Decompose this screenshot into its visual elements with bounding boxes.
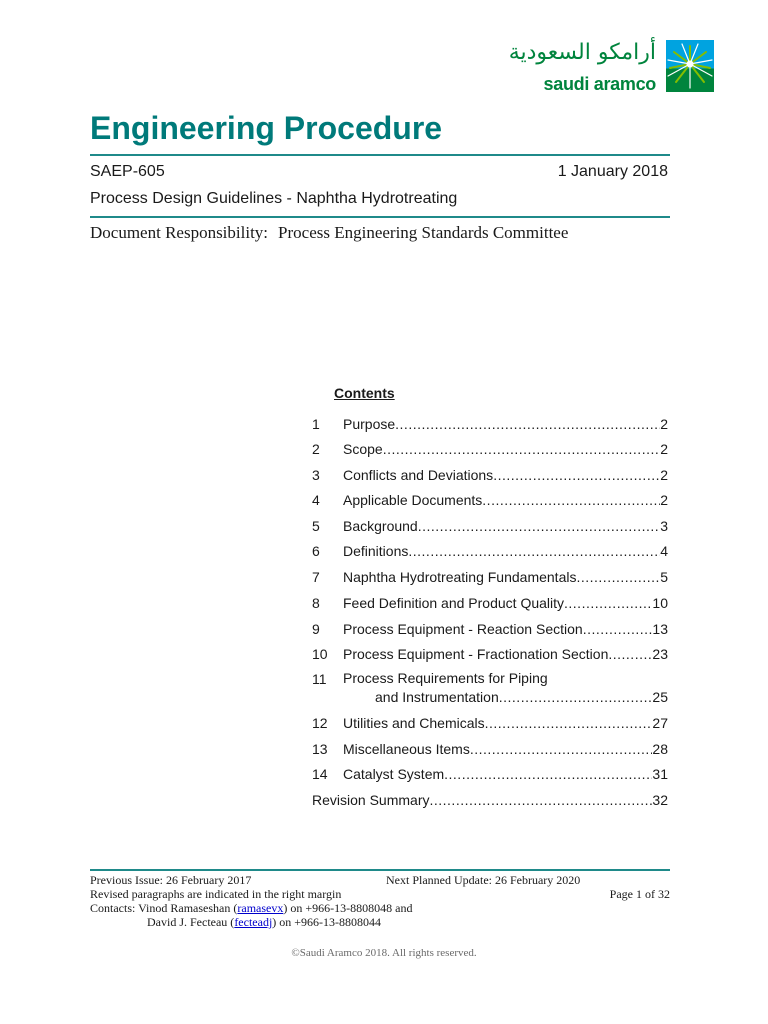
toc-item-title: Process Equipment - Fractionation Section <box>343 646 609 662</box>
toc-item-title: Naphtha Hydrotreating Fundamentals <box>343 569 577 585</box>
contact-link-fecteadj[interactable]: fecteadj <box>234 915 273 929</box>
contact2-phone: ) on +966-13-8808044 <box>272 915 382 929</box>
toc-item-page: 23 <box>652 646 668 662</box>
toc-leader-dots <box>395 414 660 434</box>
contacts-label: Contacts: Vinod Ramaseshan ( <box>90 901 238 915</box>
toc-item-page: 2 <box>660 492 668 508</box>
toc-leader-dots <box>444 764 652 784</box>
toc-leader-dots <box>383 439 661 459</box>
toc-item-number: 1 <box>312 416 320 432</box>
toc-item-number: 3 <box>312 467 320 483</box>
toc-item[interactable] <box>312 764 668 784</box>
page-number: Page 1 of 32 <box>609 887 670 901</box>
toc-item-number: 5 <box>312 518 320 534</box>
toc-item-page: 32 <box>652 792 668 808</box>
toc-item-title: Definitions <box>343 543 409 559</box>
saudi-aramco-logo-icon <box>666 40 714 92</box>
contents-heading: Contents <box>334 385 395 401</box>
toc-leader-dots <box>429 790 652 810</box>
toc-item-title: Applicable Documents <box>343 492 483 508</box>
toc-item[interactable] <box>312 516 668 536</box>
toc-item-number: 10 <box>312 646 328 662</box>
revised-paragraphs-note: Revised paragraphs are indicated in the right margin <box>90 887 342 901</box>
toc-item-title: Background <box>343 518 418 534</box>
toc-item-page: 2 <box>660 467 668 483</box>
toc-item-page: 4 <box>660 543 668 559</box>
toc-item[interactable] <box>312 669 668 707</box>
contacts-line-2 <box>147 915 381 929</box>
page-title: Engineering Procedure <box>90 110 443 146</box>
toc-item-title: Process Equipment - Reaction Section <box>343 621 583 637</box>
toc-item-title: Revision Summary <box>312 792 430 808</box>
toc-item-title: Miscellaneous Items <box>343 741 470 757</box>
logo-latin-text: saudi aramco <box>543 74 656 94</box>
logo-arabic-text: أرامكو السعودية <box>508 40 656 65</box>
toc-item-number: 6 <box>312 543 320 559</box>
toc-item-number: 14 <box>312 766 328 782</box>
toc-item-page: 10 <box>652 595 668 611</box>
header-divider-top <box>90 154 670 156</box>
toc-item-page: 2 <box>660 441 668 457</box>
toc-item[interactable] <box>312 739 668 759</box>
toc-item-number: 11 <box>312 671 327 687</box>
toc-leader-dots <box>608 644 652 664</box>
toc-item-title: Utilities and Chemicals <box>343 715 485 731</box>
document-date: 1 January 2018 <box>557 163 668 180</box>
toc-item-title: Process Requirements for Piping <box>343 670 548 686</box>
toc-item[interactable] <box>312 713 668 733</box>
toc-leader-dots <box>408 541 660 561</box>
toc-item-page: 31 <box>652 766 668 782</box>
contact1-phone: ) on +966-13-8808048 and <box>283 901 413 915</box>
toc-item[interactable] <box>312 567 668 587</box>
toc-item-number: 12 <box>312 715 328 731</box>
toc-item-page: 25 <box>652 689 668 705</box>
toc-item-number: 8 <box>312 595 320 611</box>
toc-item-title-line2: and Instrumentation <box>375 689 499 705</box>
toc-leader-dots <box>485 713 653 733</box>
toc-item-title: Catalyst System <box>343 766 445 782</box>
copyright-notice: ©Saudi Aramco 2018. All rights reserved. <box>291 947 477 959</box>
toc-leader-dots <box>493 465 660 485</box>
toc-item-page: 13 <box>652 621 668 637</box>
toc-leader-dots <box>482 490 660 510</box>
toc-item-number: 2 <box>312 441 320 457</box>
contact2-name: David J. Fecteau ( <box>147 915 235 929</box>
toc-item-page: 28 <box>652 741 668 757</box>
previous-issue: Previous Issue: 26 February 2017 <box>90 873 252 887</box>
contacts-line <box>90 901 412 915</box>
responsibility-label: Document Responsibility: <box>90 223 269 242</box>
toc-item-page: 27 <box>652 715 668 731</box>
toc-item-page: 5 <box>660 569 668 585</box>
toc-leader-dots <box>564 593 652 613</box>
document-subtitle: Process Design Guidelines - Naphtha Hydrotreating <box>90 190 458 207</box>
responsibility-value: Process Engineering Standards Committee <box>278 223 569 242</box>
next-planned-update: Next Planned Update: 26 February 2020 <box>386 873 581 887</box>
document-responsibility <box>90 222 568 244</box>
header-divider-bottom <box>90 216 670 218</box>
toc-item-number: 7 <box>312 569 320 585</box>
toc-item[interactable] <box>312 414 668 434</box>
toc-item-number: 4 <box>312 492 320 508</box>
toc-item[interactable] <box>312 490 668 510</box>
toc-item[interactable] <box>312 541 668 561</box>
toc-item-page: 2 <box>660 416 668 432</box>
toc-leader-dots <box>470 739 653 759</box>
toc-item-number: 13 <box>312 741 328 757</box>
toc-item-title: Purpose <box>343 416 396 432</box>
toc-item[interactable] <box>312 593 668 613</box>
toc-item[interactable] <box>312 619 668 639</box>
toc-leader-dots <box>576 567 660 587</box>
toc-revision-summary[interactable] <box>312 790 668 810</box>
contact-link-ramasevx[interactable]: ramasevx <box>237 901 284 915</box>
toc-item[interactable] <box>312 465 668 485</box>
toc-item[interactable] <box>312 439 668 459</box>
toc-item-page: 3 <box>660 518 668 534</box>
document-number: SAEP-605 <box>90 163 165 180</box>
toc-leader-dots <box>418 516 660 536</box>
toc-item-title: Feed Definition and Product Quality <box>343 595 565 611</box>
toc-item-number: 9 <box>312 621 320 637</box>
toc-item-title: Conflicts and Deviations <box>343 467 494 483</box>
toc-item-title: Scope <box>343 441 383 457</box>
toc-item[interactable] <box>312 644 668 664</box>
footer-divider <box>90 869 670 871</box>
toc-leader-dots <box>499 688 653 707</box>
toc-leader-dots <box>583 619 653 639</box>
